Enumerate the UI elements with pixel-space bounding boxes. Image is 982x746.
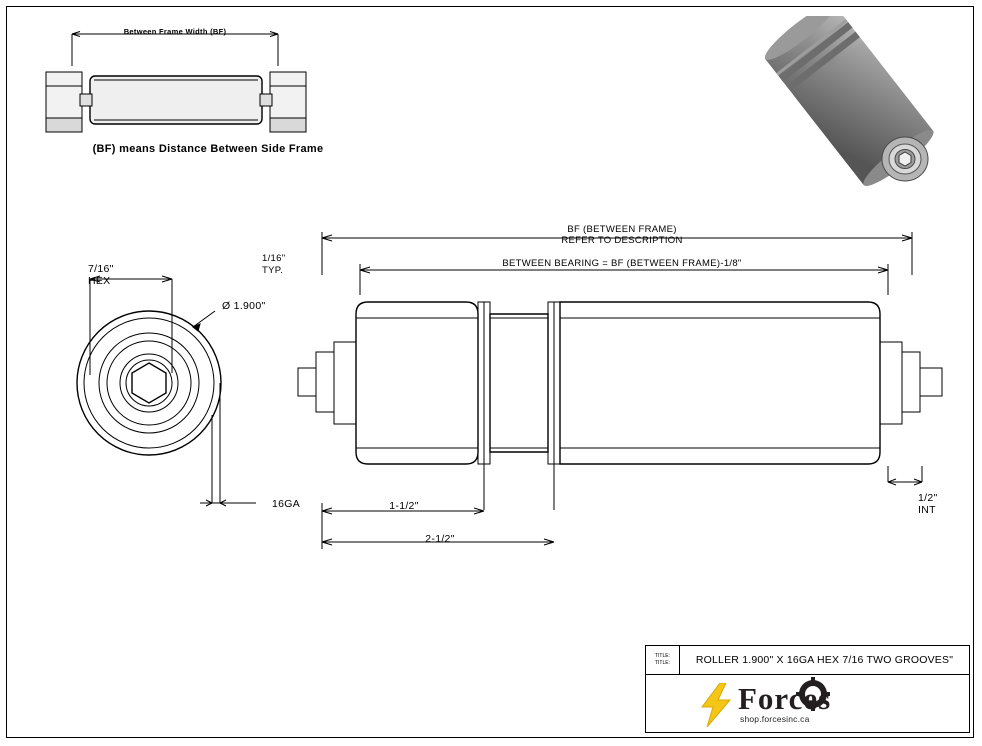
title-label-line2: TITLE: bbox=[654, 660, 670, 666]
logo-wordmark: Forces bbox=[738, 681, 832, 716]
end-view bbox=[60, 255, 290, 525]
inset-frame-illustration bbox=[36, 20, 336, 162]
title-row bbox=[646, 646, 969, 675]
shaft-label-line2: INT bbox=[918, 504, 936, 516]
shaft-label-line1: 1/2" bbox=[918, 492, 938, 504]
right-shaft bbox=[902, 352, 942, 412]
tube-left-segment bbox=[356, 302, 478, 464]
roller-side-view bbox=[290, 280, 950, 510]
part-title: ROLLER 1.900" X 16GA HEX 7/16 TWO GROOVES" bbox=[695, 654, 954, 666]
typ-label-line1: 1/16" bbox=[262, 253, 286, 264]
diameter-leader bbox=[193, 311, 215, 331]
groove-offset-label: 1-1/2" bbox=[389, 500, 419, 512]
inset-caption: (BF) means Distance Between Side Frame bbox=[92, 143, 324, 155]
groove-band bbox=[490, 314, 548, 452]
right-bearing-housing bbox=[880, 342, 902, 424]
bf-label-line1: BF (BETWEEN FRAME) bbox=[567, 224, 677, 235]
roller-3d-render bbox=[715, 16, 955, 196]
bf-label-line2: REFER TO DESCRIPTION bbox=[561, 235, 683, 246]
left-shaft bbox=[298, 352, 334, 412]
roller-end-circles bbox=[77, 311, 221, 455]
gauge-leader bbox=[200, 383, 256, 506]
groove-two bbox=[548, 302, 560, 464]
gauge-label: 16GA bbox=[272, 498, 301, 510]
diameter-label: Ø 1.900" bbox=[222, 300, 266, 312]
inset-roller-body bbox=[90, 76, 262, 124]
between-bearing-label: BETWEEN BEARING = BF (BETWEEN FRAME)-1/8" bbox=[502, 258, 742, 269]
title-label bbox=[646, 646, 680, 674]
side-frame-left bbox=[46, 72, 82, 132]
bearing-hub bbox=[882, 137, 928, 181]
typ-label-line2: TYP. bbox=[262, 265, 284, 276]
forces-logo bbox=[680, 679, 960, 729]
shaft-dimension bbox=[880, 460, 950, 500]
lightning-bolt-icon bbox=[700, 683, 734, 727]
groove-one bbox=[478, 302, 490, 464]
hex-label-line2: HEX bbox=[88, 275, 111, 287]
tube-right-segment bbox=[560, 302, 880, 464]
inset-dimension-label: Between Frame Width (BF) bbox=[123, 27, 227, 36]
title-label-line1: TITLE: bbox=[654, 653, 670, 659]
inset-dimension-line bbox=[72, 32, 278, 67]
left-bearing-housing bbox=[334, 342, 356, 424]
title-block bbox=[645, 645, 970, 733]
groove-span-label: 2-1/2" bbox=[425, 533, 455, 545]
hex-label-line1: 7/16" bbox=[88, 263, 114, 275]
lower-dimension-lines bbox=[300, 495, 720, 555]
side-frame-right bbox=[270, 72, 306, 132]
logo-website: shop.forcesinc.ca bbox=[740, 714, 810, 724]
